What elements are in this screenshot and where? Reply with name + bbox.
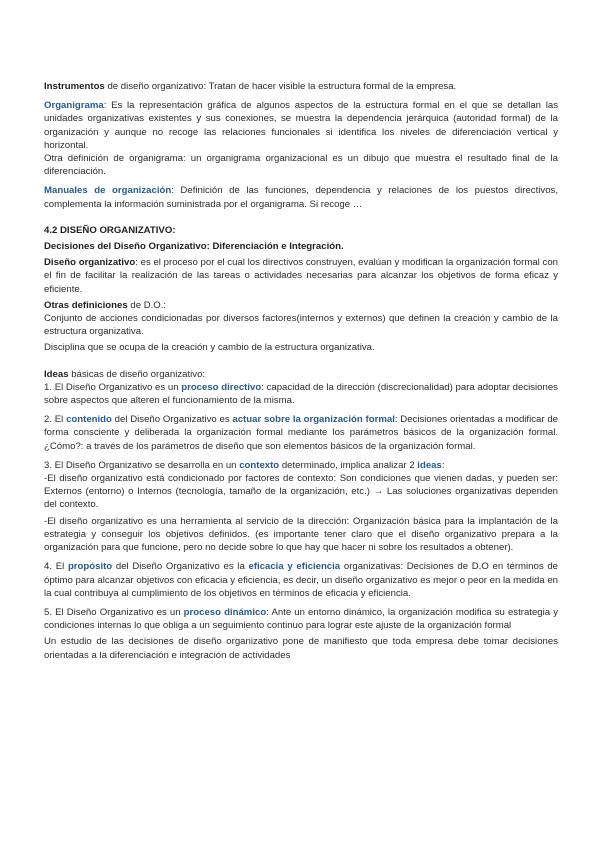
item-text: del Diseño Organizativo es la [112, 561, 249, 573]
list-item-3 [44, 459, 558, 472]
item-text: 3. El Diseño Organizativo se desarrolla en un [44, 459, 240, 471]
list-item-3a: -El diseño organizativo está condicionado por factores de contexto: Son condiciones que vienen dadas, y pueden ser: Externos (entorno) o Internos (tecnología, tamaño de la organización, etc.) → Las soluciones organizativas dependen del contexto. [44, 473, 558, 511]
paragraph-instrumentos [44, 80, 558, 93]
paragraph-organigrama [44, 99, 558, 152]
paragraph-text: de diseño organizativo: Tratan de hacer visible la estructura formal de la empresa. [104, 81, 457, 92]
term-eficacia-eficiencia: eficacia y eficiencia [248, 561, 341, 573]
paragraph-text: : Es la representación gráfica de algunos aspectos de la estructura formal en el que se detallan las unidades organizativas existentes y sus conexiones, se muestra la dependencia jerárquica (autoridad formal) de la organización y aunque no recoge las relaciones funcionales si identifica los niveles de diferenciación vertical y horizontal. [44, 100, 558, 151]
list-item-1 [44, 381, 558, 407]
term-proceso-dinamico: proceso dinámico [183, 606, 267, 618]
item-text: 1. El Diseño Organizativo es un [44, 381, 182, 393]
list-item-3b: -El diseño organizativo es una herramienta al servicio de la dirección: Organización básica para la implantación de la estrategia y conseguir los objetivos definidos. (es importante tener claro que el diseño organizativo prepara a la organización para que funcione, pero no decide sobre lo que hay que hacer ni sobre los resultados a obtener). [44, 515, 558, 554]
item-text: organizativas: Decisiones de D.O en términos de óptimo para alcanzar objetivos con eficacia y eficiencia, es decir, un diseño organizativo es mejor o peor en la medida en la cual contribuya al cumplimiento de los objetivos en términos de eficacia y eficiencia. [44, 561, 559, 599]
term-ideas: Ideas [44, 368, 69, 380]
item-text: : capacidad de la dirección (discrecionalidad) para adoptar decisiones sobre aspectos que alteren el funcionamiento de la misma. [44, 381, 558, 407]
paragraph-text: de D.O.: [127, 299, 167, 311]
term-actuar-organizacion-formal: actuar sobre la organización formal [232, 414, 395, 426]
paragraph-text: básicas de diseño organizativo: [68, 368, 206, 380]
list-item-5 [44, 606, 558, 632]
item-text: 2. El [44, 414, 67, 426]
section-heading: 4.2 DISEÑO ORGANIZATIVO: [44, 224, 176, 236]
item-text: 4. El [44, 561, 68, 573]
paragraph-text: : Definición de las funciones, dependencia y relaciones de los puestos directivos, complementa la información suministrada por el organigrama. Si recoge … [44, 185, 558, 210]
list-item-4 [44, 560, 558, 600]
term-manuales: Manuales de organización [44, 185, 172, 197]
term-contenido: contenido [66, 414, 112, 426]
paragraph-diseno-organizativo [44, 256, 558, 296]
paragraph-disciplina: Disciplina que se ocupa de la creación y cambio de la estructura organizativa. [44, 342, 375, 354]
term-ideas-2: ideas [417, 459, 442, 471]
item-text: determinado, implica analizar 2 [279, 459, 418, 471]
paragraph-ideas [44, 368, 558, 381]
paragraph-manuales [44, 184, 558, 210]
paragraph-conjunto: Conjunto de acciones condicionadas por diversos factores(internos y externos) que definen la creación y cambio de la estructura organizativa. [44, 313, 558, 338]
item-text: : [441, 459, 445, 471]
term-otras-definiciones: Otras definiciones [44, 299, 128, 311]
paragraph-otra-definicion: Otra definición de organigrama: un organigrama organizacional es un dibujo que muestra el resultado final de la diferenciación. [44, 153, 558, 178]
paragraph-text: : es el proceso por el cual los directivos construyen, evalúan y modifican la organización formal con el fin de facilitar la realización de las tareas o actividades necesarias para alcanzar los objetivos de forma eficaz y eficiente. [44, 257, 558, 295]
term-contexto: contexto [239, 459, 280, 471]
document-body [44, 80, 558, 662]
item-text: : Decisiones orientadas a modificar de forma consciente y deliberada la organización formal mediante los parámetros básicos de la organización formal. ¿Cómo?: a través de los parámetros de diseño que son elementos básicos de la organización formal. [44, 414, 558, 452]
term-diseno-organizativo: Diseño organizativo [44, 257, 136, 269]
term-organigrama: Organigrama [44, 100, 104, 112]
paragraph-otras-definiciones [44, 299, 558, 312]
term-proposito: propósito [67, 561, 113, 573]
term-proceso-directivo: proceso directivo [181, 381, 262, 393]
term-instrumentos: Instrumentos [44, 81, 105, 92]
list-item-2 [44, 413, 558, 453]
item-text: : Ante un entorno dinámico, la organización modifica su estrategia y condiciones internas lo que obliga a un seguimiento continuo para lograr este ajuste de la organización formal [44, 606, 558, 632]
paragraph-conclusion: Un estudio de las decisiones de diseño organizativo pone de manifiesto que toda empresa debe tomar decisiones orientadas a la diferenciación e integración de actividades [44, 636, 558, 661]
item-text: del Diseño Organizativo es [111, 414, 233, 426]
item-text: 5. El Diseño Organizativo es un [44, 606, 184, 618]
section-subheading: Decisiones del Diseño Organizativo: Diferenciación e Integración. [44, 241, 344, 253]
